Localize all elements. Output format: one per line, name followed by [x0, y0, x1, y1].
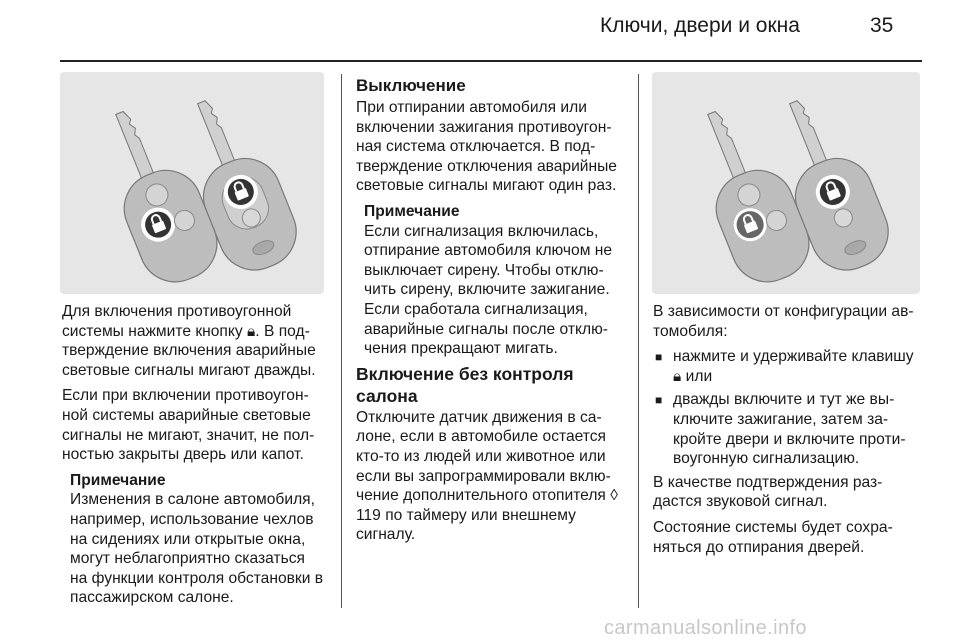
- note-title: Примечание: [364, 202, 460, 220]
- note-text: Если сигнализация включилась, отпирание автомобиля ключом не выключает сирену. Чтобы отключить сирену, включите зажигание. Если сработала сигнализация, аварийные сигналы после отключения прекращают мигать.: [364, 222, 613, 358]
- note-title: Примечание: [70, 471, 166, 489]
- list-item: [653, 390, 923, 468]
- column-1: [62, 302, 326, 608]
- paragraph: Состояние системы будет сохраняться до отпирания дверей.: [653, 518, 893, 556]
- note-block: [62, 471, 326, 608]
- column-2: [356, 76, 624, 551]
- list-item-text: дважды включите и тут же выключите зажигание, затем закройте двери и включите противоугонную сигнализацию.: [673, 391, 906, 468]
- bullet-icon: [653, 390, 673, 468]
- section-heading: Выключение: [356, 76, 466, 95]
- bullet-icon: [653, 347, 673, 386]
- note-text: Изменения в салоне автомобиля, например, использование чехлов на сидениях или открытые окна, могут неблагоприятно сказаться на функции контроля обстановки в пассажирском салоне.: [70, 491, 324, 607]
- section-heading: Включение без контроля салона: [356, 363, 574, 406]
- page-title: Ключи, двери и окна: [600, 14, 800, 37]
- list-item: [653, 347, 923, 386]
- column-divider-1: [341, 74, 342, 608]
- header-rule: [60, 60, 922, 62]
- note-block: [356, 202, 624, 359]
- key-fob-drawing: [60, 72, 324, 294]
- page-number: 35: [870, 14, 894, 37]
- key-fob-illustration-2: [652, 72, 920, 294]
- key-fob-illustration-1: [60, 72, 324, 294]
- paragraph: Если при включении противоугонной системы аварийные световые сигналы не мигают, значит, не полностью закрыты дверь или капот.: [62, 387, 315, 464]
- paragraph: Для включения противоугонной системы нажмите кнопку 🔒︎. В подтверждение включения аварийные световые сигналы мигают дважды.: [62, 303, 316, 379]
- paragraph: В качестве подтверждения раздастся звуковой сигнал.: [653, 473, 883, 511]
- column-3: [653, 302, 923, 563]
- key-fob-drawing: [652, 72, 920, 294]
- column-divider-2: [638, 74, 639, 608]
- watermark: carmanualsonline.info: [604, 617, 807, 639]
- paragraph: В зависимости от конфигурации автомобиля:: [653, 303, 914, 340]
- list-item-text: нажмите и удерживайте клавишу 🔒︎ или: [673, 348, 914, 385]
- paragraph: Отключите датчик движения в салоне, если в автомобиле остается кто-то из людей или животное или если вы запрограммировали включение дополнительного отопителя ◊ 119 по таймеру или внешнему сигналу.: [356, 408, 618, 544]
- paragraph: При отпирании автомобиля или включении зажигания противоугонная система отключается. В подтверждение отключения аварийные световые сигналы мигают один раз.: [356, 99, 617, 195]
